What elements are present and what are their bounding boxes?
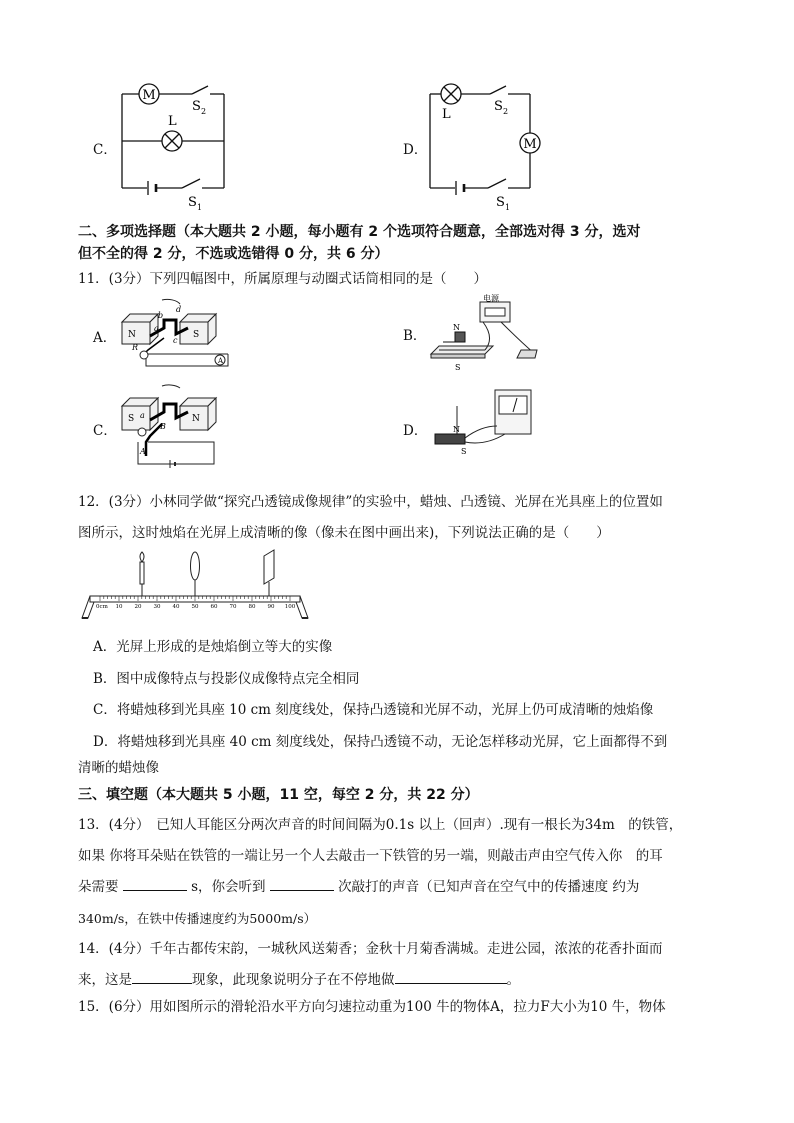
q11-option-b-label: B． bbox=[403, 328, 427, 344]
q11-figure-b-motor bbox=[425, 292, 550, 376]
svg-text:N: N bbox=[453, 425, 460, 434]
q11-option-c-label: C． bbox=[93, 423, 117, 439]
q11-figure-c-motor bbox=[118, 384, 238, 470]
light-screen-icon bbox=[264, 550, 274, 596]
switch-s2-label: S bbox=[494, 99, 503, 114]
question-12-options bbox=[93, 632, 667, 758]
q11-option-d-label: D． bbox=[403, 423, 428, 439]
q11-figure-a-generator bbox=[118, 298, 238, 370]
q13-answer-blank-2[interactable] bbox=[270, 876, 334, 891]
ruler-tick-label: 20 bbox=[134, 604, 142, 610]
svg-text:N: N bbox=[128, 330, 136, 340]
svg-text:b: b bbox=[158, 311, 164, 320]
svg-text:c: c bbox=[173, 336, 178, 345]
svg-text:A: A bbox=[218, 357, 224, 365]
ruler-unit-label: 0cm bbox=[96, 604, 108, 610]
svg-text:R: R bbox=[132, 343, 139, 352]
q14-answer-blank-1[interactable] bbox=[132, 969, 192, 984]
ruler-tick-label: 40 bbox=[172, 604, 180, 610]
question-14: 14．(4分）千年古都传宋韵，一城秋风送菊香；金秋十月菊香满城。走进公园，浓浓的花香扑面而 来，这是 现象，此现象说明分子在不停地做 。 bbox=[78, 941, 663, 988]
svg-text:2: 2 bbox=[201, 107, 207, 116]
option-c-label: C． bbox=[93, 142, 117, 158]
ruler-tick-label: 100 bbox=[284, 604, 296, 610]
svg-text:N: N bbox=[192, 414, 200, 424]
svg-text:S: S bbox=[455, 363, 461, 372]
svg-text:1: 1 bbox=[197, 203, 203, 212]
motor-label: M bbox=[523, 137, 537, 152]
lamp-label: L bbox=[168, 114, 177, 129]
q12-option-d-continued: 清晰的蜡烛像 bbox=[78, 760, 159, 776]
switch-s2-label: S bbox=[192, 99, 201, 114]
ruler-tick-label: 30 bbox=[153, 604, 161, 610]
ruler-tick-label: 80 bbox=[248, 604, 256, 610]
ruler-tick-label: 50 bbox=[191, 604, 199, 610]
candle-icon bbox=[140, 552, 144, 596]
svg-text:A: A bbox=[140, 447, 146, 456]
svg-text:S: S bbox=[193, 330, 200, 340]
svg-text:B: B bbox=[160, 422, 166, 431]
svg-text:1: 1 bbox=[505, 203, 511, 212]
svg-text:S: S bbox=[461, 447, 467, 456]
svg-text:2: 2 bbox=[503, 107, 509, 116]
q12-option-b: B．图中成像特点与投影仪成像特点完全相同 bbox=[93, 670, 360, 687]
question-15: 15．(6分）用如图所示的滑轮沿水平方向匀速拉动重为100 牛的物体A，拉力F大小为10 牛，物体 bbox=[78, 999, 666, 1015]
lamp-label: L bbox=[442, 107, 451, 122]
switch-s1-label: S bbox=[188, 195, 197, 210]
ruler-tick-label: 60 bbox=[210, 604, 218, 610]
switch-s1-label: S bbox=[496, 195, 505, 210]
option-d-label: D． bbox=[403, 142, 428, 158]
q13-answer-blank-1[interactable] bbox=[123, 876, 187, 891]
svg-text:a: a bbox=[140, 411, 145, 420]
question-12-stem: 12．(3分）小林同学做“探究凸透镜成像规律”的实验中，蜡烛、凸透镜、光屏在光具座上的位置如 图所示，这时烛焰在光屏上成清晰的像（像未在图中画出来)，下列说法正确的是（ ） bbox=[78, 494, 663, 541]
circuit-diagram-d bbox=[420, 78, 550, 213]
ruler-tick-label: 10 bbox=[115, 604, 123, 610]
q12-option-c: C．将蜡烛移到光具座 10 cm 刻度线处，保持凸透镜和光屏不动，光屏上仍可成清晰的烛焰像 bbox=[93, 702, 654, 718]
optical-bench-figure bbox=[76, 548, 316, 620]
question-13: 13．(4分） 已知人耳能区分两次声音的时间间隔为0.1s 以上（回声）.现有一根长为34m 的铁管， 如果 你将耳朵贴在铁管的一端让另一个人去敲击一下铁管的另一端，则敲击声由空气传入你 的耳 朵需要 s，你会听到 次敲打的声音（已知声音在空气中的传播速度 约为 340m/s，在铁中传播速度约为5000m/s） bbox=[78, 817, 683, 926]
svg-text:d: d bbox=[176, 305, 182, 314]
svg-text:电源: 电源 bbox=[483, 294, 499, 303]
question-11-stem: 11．(3分）下列四幅图中，所属原理与动圈式话筒相同的是（ ） bbox=[78, 271, 488, 287]
section-2-heading: 二、多项选择题（本大题共 2 小题，每小题有 2 个选项符合题意，全部选对得 3 分，选对 但不全的得 2 分，不选或选错得 0 分，共 6 分） bbox=[78, 224, 641, 262]
convex-lens-icon bbox=[191, 552, 200, 596]
svg-text:a: a bbox=[154, 324, 159, 333]
ruler-tick-label: 70 bbox=[229, 604, 237, 610]
section-3-heading: 三、填空题（本大题共 5 小题，11 空，每空 2 分，共 22 分） bbox=[78, 787, 479, 803]
q11-figure-d-electromagnetic bbox=[425, 386, 535, 460]
svg-text:S: S bbox=[128, 414, 135, 424]
ruler-tick-label: 90 bbox=[267, 604, 275, 610]
motor-label: M bbox=[142, 88, 156, 103]
circuit-diagram-c bbox=[112, 78, 242, 213]
q11-option-a-label: A． bbox=[93, 330, 117, 346]
q12-option-d: D．将蜡烛移到光具座 40 cm 刻度线处，保持凸透镜不动，无论怎样移动光屏，它上面都得不到 bbox=[93, 733, 668, 750]
q14-answer-blank-2[interactable] bbox=[395, 969, 507, 984]
svg-text:N: N bbox=[453, 323, 460, 332]
q12-option-a: A．光屏上形成的是烛焰倒立等大的实像 bbox=[93, 639, 333, 655]
